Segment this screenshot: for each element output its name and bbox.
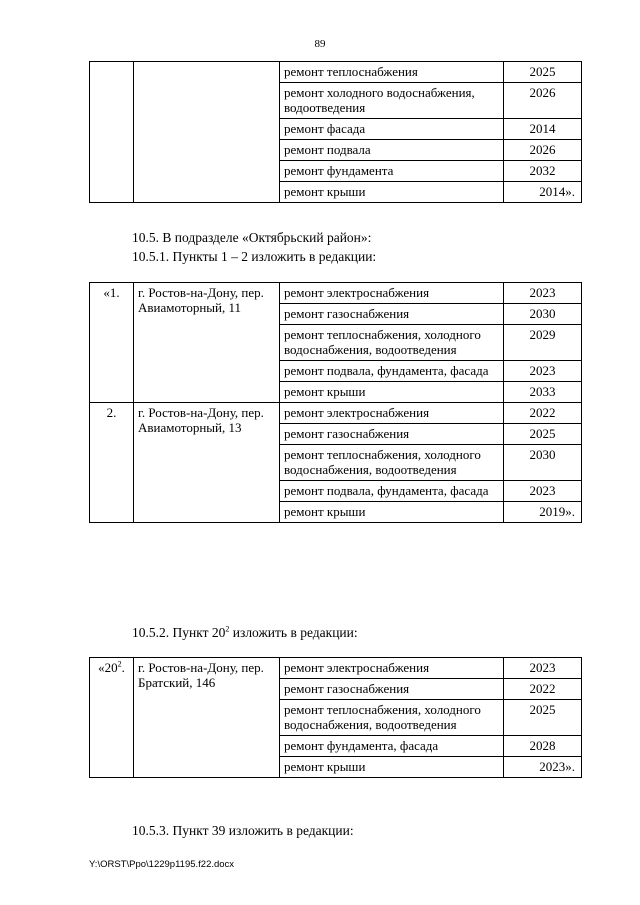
year-cell: 2033 — [504, 382, 582, 403]
superscript: 2 — [117, 659, 122, 669]
work-cell: ремонт теплоснабжения, холодного водоснабжения, водоотведения — [280, 445, 504, 481]
work-cell: ремонт крыши — [280, 382, 504, 403]
work-cell: ремонт электроснабжения — [280, 283, 504, 304]
year-cell: 2029 — [504, 325, 582, 361]
year-cell: 2023 — [504, 283, 582, 304]
address-cell: г. Ростов-на-Дону, пер. Авиамоторный, 11 — [134, 283, 280, 403]
year-cell: 2022 — [504, 679, 582, 700]
year-cell: 2026 — [504, 140, 582, 161]
table-row — [90, 658, 582, 679]
year-cell: 2022 — [504, 403, 582, 424]
work-cell: ремонт теплоснабжения — [280, 62, 504, 83]
work-cell: ремонт подвала — [280, 140, 504, 161]
work-cell: ремонт фундамента — [280, 161, 504, 182]
address-cell: г. Ростов-на-Дону, пер. Авиамоторный, 13 — [134, 403, 280, 523]
year-cell: 2025 — [504, 424, 582, 445]
paragraph-10-5-1: 10.5.1. Пункты 1 – 2 изложить в редакции: — [132, 249, 377, 264]
superscript: 2 — [225, 624, 230, 634]
address-cell: г. Ростов-на-Дону, пер. Братский, 146 — [134, 658, 280, 778]
year-cell: 2023 — [504, 361, 582, 382]
year-cell: 2032 — [504, 161, 582, 182]
table-item-20-2 — [89, 657, 582, 778]
table-continuation — [89, 61, 582, 203]
year-cell: 2023 — [504, 481, 582, 502]
paragraph-text: изложить в редакции: — [229, 625, 358, 640]
work-cell: ремонт фундамента, фасада — [280, 736, 504, 757]
work-cell: ремонт газоснабжения — [280, 424, 504, 445]
year-cell: 2030 — [504, 445, 582, 481]
address-cell-empty — [134, 62, 280, 203]
work-cell: ремонт крыши — [280, 502, 504, 523]
item-number: 2. — [90, 403, 134, 523]
paragraph-10-5-2 — [132, 624, 358, 641]
year-cell: 2026 — [504, 83, 582, 119]
work-cell: ремонт электроснабжения — [280, 658, 504, 679]
table-row — [90, 403, 582, 424]
year-cell: 2023». — [504, 757, 582, 778]
paragraph-10-5-3: 10.5.3. Пункт 39 изложить в редакции: — [132, 823, 354, 838]
work-cell: ремонт подвала, фундамента, фасада — [280, 481, 504, 502]
work-cell: ремонт электроснабжения — [280, 403, 504, 424]
year-cell: 2030 — [504, 304, 582, 325]
work-cell: ремонт крыши — [280, 182, 504, 203]
table-row — [90, 283, 582, 304]
year-cell: 2023 — [504, 658, 582, 679]
table-row — [90, 62, 582, 83]
year-cell: 2025 — [504, 700, 582, 736]
work-cell: ремонт холодного водоснабжения, водоотведения — [280, 83, 504, 119]
work-cell: ремонт теплоснабжения, холодного водоснабжения, водоотведения — [280, 700, 504, 736]
item-number: «1. — [90, 283, 134, 403]
work-cell: ремонт газоснабжения — [280, 304, 504, 325]
work-cell: ремонт фасада — [280, 119, 504, 140]
year-cell: 2019». — [504, 502, 582, 523]
page-number: 89 — [314, 38, 326, 50]
paragraph-10-5: 10.5. В подразделе «Октябрьский район»: — [132, 230, 372, 245]
year-cell: 2025 — [504, 62, 582, 83]
paragraph-text: 10.5.2. Пункт 20 — [132, 625, 226, 640]
table-items-1-2 — [89, 282, 582, 523]
work-cell: ремонт теплоснабжения, холодного водоснабжения, водоотведения — [280, 325, 504, 361]
work-cell: ремонт крыши — [280, 757, 504, 778]
year-cell: 2014 — [504, 119, 582, 140]
footer-file-path: Y:\ORST\Ppo\1229p1195.f22.docx — [89, 859, 235, 870]
item-number: «$20^2$. — [90, 658, 134, 778]
year-cell: 2014». — [504, 182, 582, 203]
year-cell: 2028 — [504, 736, 582, 757]
num-cell-empty — [90, 62, 134, 203]
work-cell: ремонт подвала, фундамента, фасада — [280, 361, 504, 382]
work-cell: ремонт газоснабжения — [280, 679, 504, 700]
